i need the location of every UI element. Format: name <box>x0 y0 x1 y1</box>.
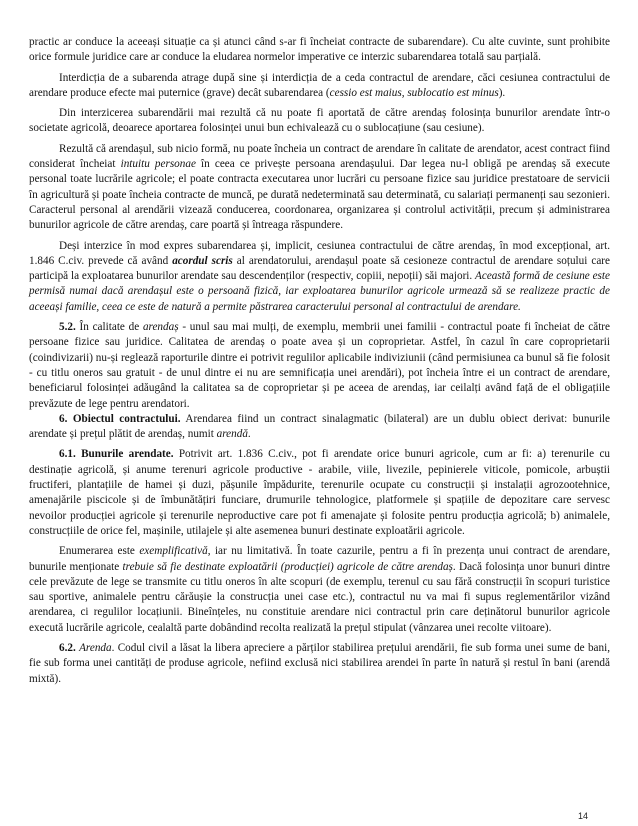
text-run: intuitu personae <box>120 158 196 171</box>
text-run: acordul scris <box>172 254 233 267</box>
text-run: exemplificativă <box>139 545 208 558</box>
text-run: Deși interzice în mod expres subarendarea și, implicit, cesiunea contractului de către arendaș, în mod excepțional, art. 1.846 C.civ. prevede că având <box>29 239 610 267</box>
document-body <box>29 35 610 687</box>
text-run: cessio est maius, sublocatio est minus <box>329 86 499 99</box>
text-run: , iar nu limitativă. În toate cazurile, pentru a fi în prezența unui contract de arendare, bunurile menționate <box>29 545 610 573</box>
text-run: Această formă de cesiune este permisă numai dacă arendașul este o persoană fizică, iar exploatarea bunurilor agricole urmează să se realizeze practic de aceeași familie, ceea ce este de natură a permite păstrarea caracterului personal al contractului de arendare. <box>29 270 610 313</box>
paragraph <box>29 447 610 539</box>
text-run: Din interzicerea subarendării mai rezultă că nu poate fi aportată de către arendaș folosința bunurilor arendate într-o societate agricolă, deoarece aportarea folosinței unui bun echivalează cu o sublocațiune (sau cesiune). <box>29 107 610 135</box>
text-run: . Dacă folosința unor bunuri dintre cele prevăzute de lege se transmite cu titlu oneros în alte scopuri (de exemplu, terenul cu sau fără construcții în scopuri turistice sau sportive, animalele pentru cărăușie la construcția unei case etc.), contractul nu va mai fi supus reglementărilor vizând arendarea, ci regulilor locațiunii. Bineînțeles, nu constituie arendare nici contractul prin care deținătorul bunurilor agricole execută lucrările agricole, cealaltă parte dobândind recolta realizată la prețul stipulat (vânzarea unei recolte viitoare). <box>29 560 611 634</box>
text-run: arendă <box>216 428 248 441</box>
text-run: Enumerarea este <box>59 545 140 558</box>
text-run: Arendarea fiind un contract sinalagmatic (bilateral) are un dublu obiect derivat: bunurile arendate și prețul plătit de arendaș, numit <box>29 412 610 441</box>
paragraph <box>29 239 610 315</box>
paragraph <box>29 412 610 443</box>
paragraph <box>29 106 610 137</box>
text-run: 6. Obiectul contractului. <box>59 412 181 425</box>
text-run: 5.2. <box>59 321 80 334</box>
page-number: 14 <box>578 811 589 821</box>
paragraph <box>29 320 610 412</box>
paragraph <box>29 641 610 687</box>
paragraph <box>29 71 610 102</box>
text-run: . Codul civil a lăsat la libera apreciere a părților stabilirea prețului arendării, fie sub forma unei sume de bani, fie sub forma unei cantități de produse agricole, nefiind exclusă nici stabilirea arendei în parte în natură și restul în bani (arendă mixtă). <box>29 641 611 685</box>
text-run: arendaș <box>142 321 179 334</box>
text-run: în ceea ce privește persoana arendașului. Dar legea nu-l obligă pe arendaș să execute personal toate lucrările agricole; el poate contracta executarea unor lucrări cu persoane fizice sau juridice prestatoare de servicii în agricultură și poate încheia contracte de muncă, pe durată nedeterminată sau determinată, cu salariați permanenți sau sezonieri. Caracterul personal al arendării vizează conducerea, coordonarea, organizarea și controlul activității, precum și administrarea bunurilor agricole de către arendaș, care poartă și întreaga răspundere. <box>29 158 610 232</box>
text-run: practic ar conduce la aceeași situație ca și atunci când s-ar fi încheiat contracte de subarendare). Cu alte cuvinte, sunt prohibite orice formule juridice care ar conduce la eludarea normelor imperative ce interzic subarendarea totală sau parțială. <box>29 36 610 64</box>
text-run: - unul sau mai mulți, de exemplu, membrii unei familii - contractul poate fi încheiat de către persoane fizice sau juridice. Calitatea de arendaș o poate avea și un coproprietar. Astfel, în cazul în care coproprietarii (coindivizarii) nu-și reglează raporturile dintre ei potrivit regulilor aplicabile indiviziunii (când permisiunea ca bunul să fie folosit - cu titlu oneros sau gratuit - de unul dintre ei nu are semnificația unei arendări), pot încheia între ei un contract de arendare, beneficiarul folosinței adăugând la calitatea sa de coproprietar și pe aceea de arendaș, iar ceilalți având față de el obligațiile prevăzute de lege pentru arendatori. <box>29 321 610 410</box>
text-run: . <box>247 428 251 441</box>
text-run: 6.2. <box>59 641 80 654</box>
paragraph <box>29 35 610 66</box>
paragraph <box>29 142 610 234</box>
text-run: În calitate de <box>79 321 143 334</box>
text-run: trebuie să fie destinate exploatării (producției) agricole de către arendaș <box>122 560 453 573</box>
text-run: Interdicția de a subarenda atrage după sine și interdicția de a ceda contractul de arendare, căci cesiunea contractului de arendare produce efecte mai puternice (grave) decât subarendarea ( <box>29 71 610 99</box>
text-run: ). <box>498 86 506 99</box>
text-run: 6.1. Bunurile arendate. <box>59 448 174 461</box>
text-run: Potrivit art. 1.836 C.civ., pot fi arendate orice bunuri agricole, cum ar fi: a) terenurile cu destinație agricolă, și anume terenuri agricole productive - arabile, viile, livezile, pepinierele viticole, pomicole, arbuștii fructiferi, plantațiile de hamei și duzi, pășunile împădurite, terenurile ocupate cu construcții și instalații agrozootehnice, amenajările piscicole și de îmbunătățiri funciare, drumurile tehnologice, platformele și spațiile de depozitare care servesc nevoilor producției agricole și terenurile neproductive care pot fi amenajate și folosite pentru producția agricolă; b) animalele, construcțiile de orice fel, mașinile, utilajele și alte asemenea bunuri destinate exploatării agricole. <box>29 448 610 537</box>
text-run: Arenda <box>79 641 112 654</box>
text-run: Rezultă că arendașul, sub nicio formă, nu poate încheia un contract de arendare în calitate de arendator, acest contract fiind considerat încheiat <box>29 142 610 171</box>
text-run: al arendatorului, arendașul poate să cesioneze contractul de arendare soțului care participă la exploatarea bunurilor arendate sau descendenților (respectiv, copiii, nepoții) săi majori. <box>29 254 610 283</box>
paragraph <box>29 544 610 636</box>
